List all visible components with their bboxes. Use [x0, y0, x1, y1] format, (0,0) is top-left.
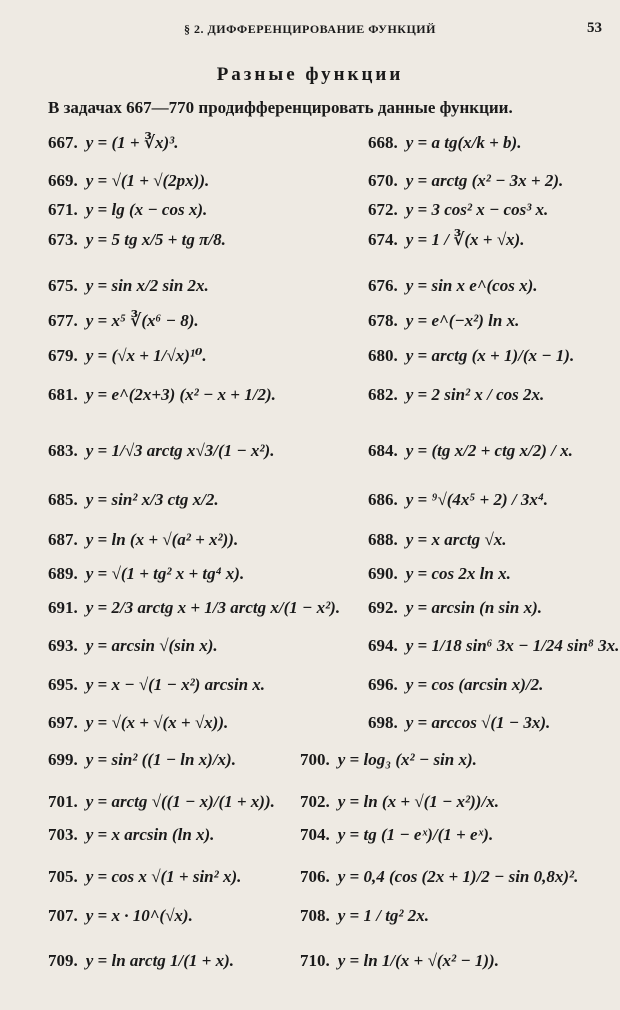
problem-number: 698.	[368, 713, 398, 732]
problem-item	[48, 556, 244, 592]
problem-number: 707.	[48, 906, 78, 925]
section-title: Разные функции	[216, 64, 404, 85]
problem-formula: y = 1/18 sin⁶ 3x − 1/24 sin⁸ 3x.	[405, 636, 620, 655]
problem-item	[300, 742, 477, 778]
problem-number: 704.	[300, 825, 330, 844]
problem-formula: y = ln (x + √(a² + x²)).	[85, 530, 239, 549]
problem-formula: y = arctg √((1 − x)/(1 + x)).	[85, 792, 275, 811]
problem-formula: y = x · 10^(√x).	[85, 906, 193, 925]
problem-formula: y = (1 + ∛x)³.	[85, 133, 179, 152]
problem-item	[368, 303, 519, 339]
problem-item	[368, 338, 574, 374]
problem-formula: y = e^(2x+3) (x² − x + 1/2).	[85, 385, 276, 404]
problem-number: 675.	[48, 276, 78, 295]
problem-item	[48, 784, 275, 820]
problem-number: 689.	[48, 564, 78, 583]
problem-item	[368, 522, 506, 558]
problem-number: 692.	[368, 598, 398, 617]
problem-item	[368, 222, 524, 258]
problem-number: 701.	[48, 792, 78, 811]
problem-number: 673.	[48, 230, 78, 249]
problem-number: 687.	[48, 530, 78, 549]
problem-formula: y = arccos √(1 − 3x).	[405, 713, 551, 732]
running-head: § 2. ДИФФЕРЕНЦИРОВАНИЕ ФУНКЦИЙ	[184, 22, 436, 36]
problem-formula: y = log₃ (x² − sin x).	[337, 750, 477, 769]
problem-number: 705.	[48, 867, 78, 886]
problem-formula: y = (√x + 1/√x)¹⁰.	[85, 346, 207, 365]
problem-item	[48, 338, 207, 374]
problem-item	[48, 667, 265, 703]
problem-item	[368, 125, 521, 161]
problem-number: 694.	[368, 636, 398, 655]
problem-number: 706.	[300, 867, 330, 886]
problem-item	[300, 943, 499, 979]
problem-formula: y = sin x/2 sin 2x.	[85, 276, 209, 295]
problem-item	[300, 898, 429, 934]
problem-item	[48, 125, 179, 161]
problem-item	[368, 556, 511, 592]
problem-number: 683.	[48, 441, 78, 460]
problem-item	[300, 784, 499, 820]
problem-item	[368, 268, 538, 304]
problem-formula: y = √(1 + √(2px)).	[85, 171, 210, 190]
problem-number: 676.	[368, 276, 398, 295]
problem-formula: y = 1 / ∛(x + √x).	[405, 230, 525, 249]
problem-formula: y = 1/√3 arctg x√3/(1 − x²).	[85, 441, 275, 460]
section-intro: В задачах 667—770 продифференцировать данные функции.	[48, 98, 513, 117]
problem-number: 703.	[48, 825, 78, 844]
problem-number: 699.	[48, 750, 78, 769]
problem-formula: y = arctg (x + 1)/(x − 1).	[405, 346, 575, 365]
problem-item	[48, 817, 214, 853]
problem-formula: y = ln arctg 1/(1 + x).	[85, 951, 235, 970]
problem-number: 674.	[368, 230, 398, 249]
problem-number: 702.	[300, 792, 330, 811]
problem-formula: y = tg (1 − eˣ)/(1 + eˣ).	[337, 825, 494, 844]
problem-item	[48, 268, 209, 304]
problem-item	[48, 590, 340, 626]
problem-formula: y = ln (x + √(1 − x²))/x.	[337, 792, 499, 811]
problem-formula: y = ⁹√(4x⁵ + 2) / 3x⁴.	[405, 490, 549, 509]
problem-item	[300, 817, 493, 853]
problem-item	[48, 522, 238, 558]
problem-formula: y = 2/3 arctg x + 1/3 arctg x/(1 − x²).	[85, 598, 341, 617]
problem-formula: y = 0,4 (cos (2x + 1)/2 − sin 0,8x)².	[337, 867, 579, 886]
problem-formula: y = cos 2x ln x.	[405, 564, 511, 583]
problem-item	[368, 628, 619, 664]
problem-formula: y = √(x + √(x + √x)).	[85, 713, 229, 732]
problem-number: 688.	[368, 530, 398, 549]
problem-number: 693.	[48, 636, 78, 655]
problem-formula: y = e^(−x²) ln x.	[405, 311, 520, 330]
problem-number: 668.	[368, 133, 398, 152]
problem-formula: y = sin² ((1 − ln x)/x).	[85, 750, 236, 769]
problem-number: 710.	[300, 951, 330, 970]
problem-number: 697.	[48, 713, 78, 732]
problem-number: 709.	[48, 951, 78, 970]
problem-number: 681.	[48, 385, 78, 404]
problem-item	[48, 859, 241, 895]
problem-formula: y = 2 sin² x / cos 2x.	[405, 385, 545, 404]
problem-number: 680.	[368, 346, 398, 365]
problem-item	[48, 705, 228, 741]
problem-item	[48, 628, 218, 664]
problem-formula: y = lg (x − cos x).	[85, 200, 208, 219]
problem-number: 677.	[48, 311, 78, 330]
problem-number: 696.	[368, 675, 398, 694]
problem-number: 670.	[368, 171, 398, 190]
problem-item	[48, 742, 236, 778]
problem-item	[368, 433, 573, 469]
problem-number: 700.	[300, 750, 330, 769]
problem-formula: y = arctg (x² − 3x + 2).	[405, 171, 564, 190]
problem-item	[368, 667, 543, 703]
problem-formula: y = a tg(x/k + b).	[405, 133, 522, 152]
problem-formula: y = cos (arcsin x)/2.	[405, 675, 544, 694]
problem-item	[300, 859, 578, 895]
problem-formula: y = 5 tg x/5 + tg π/8.	[85, 230, 226, 249]
problem-number: 708.	[300, 906, 330, 925]
problem-formula: y = √(1 + tg² x + tg⁴ x).	[85, 564, 245, 583]
problem-number: 672.	[368, 200, 398, 219]
problem-item	[48, 433, 274, 469]
problem-number: 685.	[48, 490, 78, 509]
problem-item	[368, 590, 542, 626]
page-number: 53	[587, 20, 602, 36]
problem-formula: y = arcsin √(sin x).	[85, 636, 218, 655]
problem-formula: y = ln 1/(x + √(x² − 1)).	[337, 951, 499, 970]
problem-formula: y = x⁵ ∛(x⁶ − 8).	[85, 311, 199, 330]
problem-number: 691.	[48, 598, 78, 617]
problem-item	[48, 943, 234, 979]
problem-formula: y = sin x e^(cos x).	[405, 276, 538, 295]
problem-formula: y = 1 / tg² 2x.	[337, 906, 430, 925]
problem-number: 678.	[368, 311, 398, 330]
problem-item	[48, 222, 226, 258]
problem-item	[48, 482, 219, 518]
problem-formula: y = x − √(1 − x²) arcsin x.	[85, 675, 266, 694]
problem-number: 686.	[368, 490, 398, 509]
problem-number: 669.	[48, 171, 78, 190]
problem-formula: y = arcsin (n sin x).	[405, 598, 543, 617]
problem-item	[48, 377, 276, 413]
problem-number: 684.	[368, 441, 398, 460]
problem-formula: y = sin² x/3 ctg x/2.	[85, 490, 219, 509]
problem-formula: y = x arcsin (ln x).	[85, 825, 215, 844]
problem-formula: y = 3 cos² x − cos³ x.	[405, 200, 549, 219]
problem-number: 667.	[48, 133, 78, 152]
problem-item	[368, 482, 548, 518]
problem-number: 679.	[48, 346, 78, 365]
problem-item	[48, 898, 193, 934]
problem-item	[48, 303, 199, 339]
problem-formula: y = cos x √(1 + sin² x).	[85, 867, 242, 886]
problem-number: 695.	[48, 675, 78, 694]
problem-item	[368, 705, 550, 741]
problem-number: 690.	[368, 564, 398, 583]
problem-formula: y = x arctg √x.	[405, 530, 507, 549]
problem-formula: y = (tg x/2 + ctg x/2) / x.	[405, 441, 573, 460]
problem-number: 682.	[368, 385, 398, 404]
problem-number: 671.	[48, 200, 78, 219]
problem-item	[368, 377, 544, 413]
